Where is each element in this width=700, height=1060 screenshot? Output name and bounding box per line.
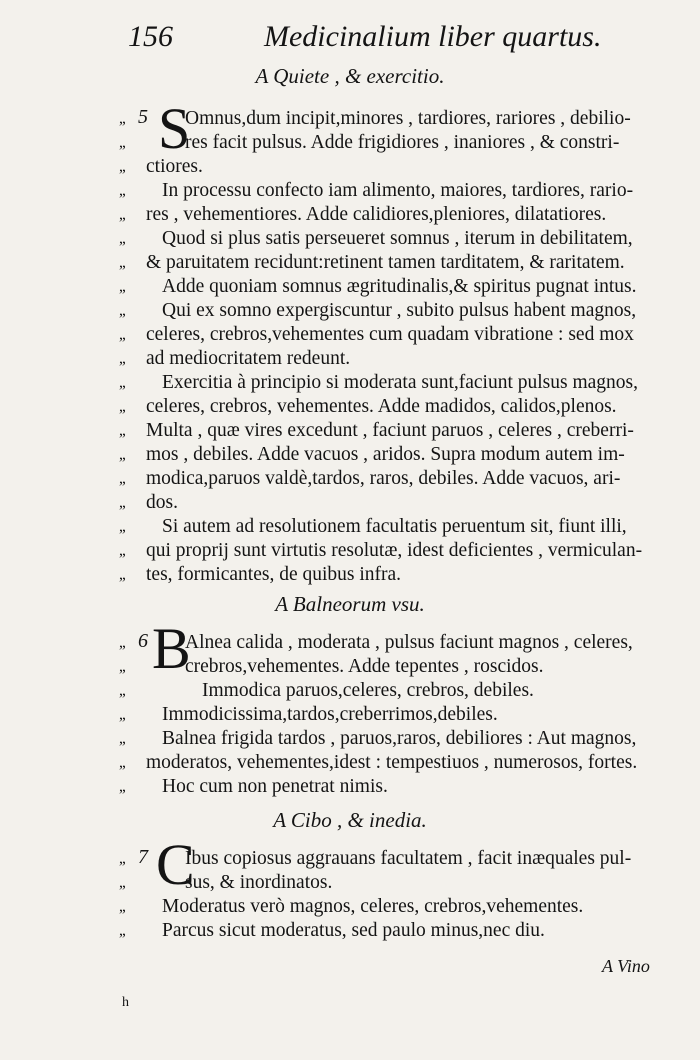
line-text: & paruitatem recidunt:retinent tamen tarditatem, & raritatem. [146, 252, 625, 273]
text-line [0, 872, 700, 896]
line-text: Parcus sicut moderatus, sed paulo minus,nec diu. [162, 920, 545, 941]
text-line [0, 752, 700, 776]
drop-cap: S [158, 96, 191, 161]
quotation-mark: ,, [119, 182, 125, 199]
quotation-mark: ,, [119, 278, 125, 295]
text-line [0, 896, 700, 920]
quotation-mark: ,, [119, 134, 125, 151]
section-number: 6 [138, 630, 148, 652]
line-text: Moderatus verò magnos, celeres, crebros,vehementes. [162, 896, 584, 917]
line-text: dos. [146, 492, 178, 513]
text-line [0, 228, 700, 252]
section-title: A Quiete , & exercitio. [255, 64, 445, 88]
line-text: Ibus copiosus aggrauans facultatem , facit inæquales pul- [185, 848, 632, 869]
quotation-mark: ,, [119, 446, 125, 463]
line-text: Balnea frigida tardos , paruos,raros, debiliores : Aut magnos, [162, 728, 637, 749]
line-text: mos , debiles. Adde vacuos , aridos. Supra modum autem im- [146, 444, 625, 465]
text-line [0, 728, 700, 752]
text-line [0, 564, 700, 588]
line-text: Quod si plus satis perseueret somnus , iterum in debilitatem, [162, 228, 633, 249]
quotation-mark: ,, [119, 350, 125, 367]
quotation-mark: ,, [119, 874, 125, 891]
line-text: Adde quoniam somnus ægritudinalis,& spiritus pugnat intus. [162, 276, 637, 297]
quotation-mark: ,, [119, 706, 125, 723]
quotation-mark: ,, [119, 206, 125, 223]
line-text: sus, & inordinatos. [185, 872, 333, 893]
text-line [0, 396, 700, 420]
text-line [0, 252, 700, 276]
quotation-mark: ,, [119, 566, 125, 583]
quotation-mark: ,, [119, 110, 125, 127]
quotation-mark: ,, [119, 302, 125, 319]
text-line [0, 420, 700, 444]
text-line [0, 516, 700, 540]
line-text: Qui ex somno expergiscuntur , subito pulsus habent magnos, [162, 300, 637, 321]
text-line [0, 540, 700, 564]
text-line [0, 704, 700, 728]
quotation-mark: ,, [119, 682, 125, 699]
text-line [0, 776, 700, 800]
quotation-mark: ,, [119, 754, 125, 771]
quotation-mark: ,, [119, 326, 125, 343]
text-line [0, 920, 700, 944]
line-text: ctiores. [146, 156, 203, 177]
text-line [0, 848, 700, 872]
quotation-mark: ,, [119, 374, 125, 391]
text-line [0, 156, 700, 180]
line-text: Multa , quæ vires excedunt , faciunt paruos , celeres , creberri- [146, 420, 634, 441]
section-title: A Cibo , & inedia. [273, 808, 427, 832]
text-line [0, 372, 700, 396]
text-line [0, 204, 700, 228]
text-line [0, 468, 700, 492]
drop-cap: B [152, 616, 191, 681]
text-line [0, 108, 700, 132]
catchword: A Vino [602, 956, 650, 976]
line-text: Hoc cum non penetrat nimis. [162, 776, 388, 797]
quotation-mark: ,, [119, 494, 125, 511]
quotation-mark: ,, [119, 922, 125, 939]
line-text: Alnea calida , moderata , pulsus faciunt magnos , celeres, [185, 632, 633, 653]
text-line [0, 632, 700, 656]
line-text: crebros,vehementes. Adde tepentes , roscidos. [185, 656, 544, 677]
quotation-mark: ,, [119, 254, 125, 271]
line-text: modica,paruos valdè,tardos, raros, debiles. Adde vacuos, ari- [146, 468, 621, 489]
line-text: Immodicissima,tardos,creberrimos,debiles. [162, 704, 498, 725]
line-text: Exercitia à principio si moderata sunt,faciunt pulsus magnos, [162, 372, 639, 393]
line-text: qui proprij sunt virtutis resolutæ, idest deficientes , vermiculan- [146, 540, 643, 561]
quotation-mark: ,, [119, 850, 125, 867]
page-header [128, 20, 660, 54]
quotation-mark: ,, [119, 778, 125, 795]
running-title: Medicinalium liber quartus. [264, 20, 602, 53]
line-text: ad mediocritatem redeunt. [146, 348, 351, 369]
text-line [0, 492, 700, 516]
quotation-mark: ,, [119, 230, 125, 247]
page-number: 156 [128, 20, 173, 53]
quotation-mark: ,, [119, 398, 125, 415]
text-line [0, 132, 700, 156]
line-text: res , vehementiores. Adde calidiores,pleniores, dilatatiores. [146, 204, 607, 225]
quotation-mark: ,, [119, 518, 125, 535]
line-text: celeres, crebros, vehementes. Adde madidos, calidos,plenos. [146, 396, 617, 417]
quotation-mark: ,, [119, 542, 125, 559]
quotation-mark: ,, [119, 730, 125, 747]
text-line [0, 348, 700, 372]
line-text: Si autem ad resolutionem facultatis peruentum sit, fiunt illi, [162, 516, 627, 537]
line-text: Immodica paruos,celeres, crebros, debiles. [202, 680, 534, 701]
line-text: Omnus,dum incipit,minores , tardiores, rariores , debilio- [185, 108, 631, 129]
text-line [0, 300, 700, 324]
quotation-mark: ,, [119, 470, 125, 487]
line-text: In processu confecto iam alimento, maiores, tardiores, rario- [162, 180, 634, 201]
quotation-mark: ,, [119, 158, 125, 175]
line-text: moderatos, vehementes,idest : tempestiuos , numerosos, fortes. [146, 752, 638, 773]
quotation-mark: ,, [119, 422, 125, 439]
quotation-mark: ,, [119, 634, 125, 651]
line-text: tes, formicantes, de quibus infra. [146, 564, 402, 585]
text-line [0, 180, 700, 204]
section-number: 5 [138, 106, 148, 128]
drop-cap: C [156, 832, 195, 897]
section-number: 7 [138, 846, 148, 868]
section-title: A Balneorum vsu. [275, 592, 425, 616]
text-line [0, 444, 700, 468]
line-text: res facit pulsus. Adde frigidiores , inaniores , & constri- [185, 132, 620, 153]
signature-mark: h [122, 995, 129, 1010]
quotation-mark: ,, [119, 898, 125, 915]
quotation-mark: ,, [119, 658, 125, 675]
text-line [0, 680, 700, 704]
text-line [0, 656, 700, 680]
text-line [0, 276, 700, 300]
text-line [0, 324, 700, 348]
line-text: celeres, crebros,vehementes cum quadam vibratione : sed mox [146, 324, 634, 345]
